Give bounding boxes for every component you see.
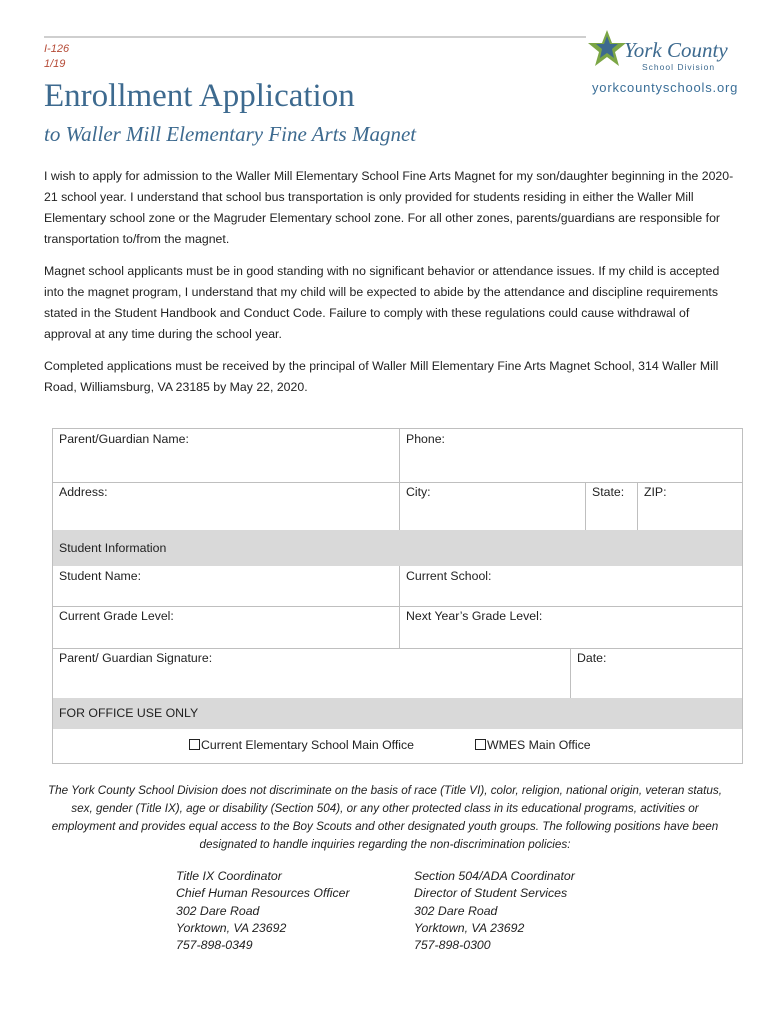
student-info-header: Student Information [53,530,742,566]
nondiscrimination-notice: The York County School Division does not discriminate on the basis of race (Title VI), color, religion, national origin, veteran status, sex, gender (Title IX), age or disability (Section 504), or any other protected class in its educational programs, activities or employment and provides equal access to the Boy Scouts and other designated youth groups. The following positions have been designated to handle inquiries regarding the non-discrimination policies: [48,784,722,851]
contact-phone: 757-898-0300 [414,938,491,953]
office-option-current[interactable] [183,735,443,759]
phone-field[interactable] [399,429,742,482]
requirements-paragraph: Magnet school applicants must be in good standing with no significant behavior or attendance issues. If my child is accepted into the magnet program, I understand that my child will be expected to abide by the attendance and discipline requirements stated in the Student Handbook and Conduct Code. Failure to comply with these regulations could cause withdrawal of approval at any time during the school year. [44,264,720,341]
logo-division: School Division [642,62,716,72]
website-link[interactable]: yorkcountyschools.org [592,80,739,95]
current-grade-field[interactable] [53,606,399,648]
zip-label: ZIP: [644,485,667,499]
date-label: Date: [577,651,607,665]
address-field[interactable] [53,482,399,530]
deadline-paragraph: Completed applications must be received by the principal of Waller Mill Elementary Fine Arts Magnet School, 314 Waller Mill Road, Williamsburg, VA 23185 by May 22, 2020. [44,359,719,394]
title-ix-contact [176,868,350,954]
page-subtitle: to Waller Mill Elementary Fine Arts Magnet [44,122,417,146]
current-school-label: Current School: [406,569,492,583]
form-code-number: I-126 [44,43,70,55]
signature-label: Parent/ Guardian Signature: [59,651,213,665]
checkbox-icon[interactable] [475,739,486,750]
state-label: State: [592,485,625,499]
contact-role: Section 504/ADA Coordinator [414,869,575,883]
header-rule [44,36,586,38]
student-name-label: Student Name: [59,569,142,583]
office-option-wmes[interactable] [469,735,669,759]
section-504-contact [414,868,575,954]
page-title: Enrollment Application [44,78,355,114]
enrollment-form [52,428,743,764]
contact-street: 302 Dare Road [176,903,260,918]
current-grade-label: Current Grade Level: [59,609,174,623]
contact-title: Chief Human Resources Officer [176,886,350,901]
phone-label: Phone: [406,432,445,446]
checkbox-icon[interactable] [189,739,200,750]
intro-paragraph: I wish to apply for admission to the Waller Mill Elementary School Fine Arts Magnet for my son/daughter beginning in the 2020-21 school year. I understand that school bus transportation is only provided for students residing in either the Waller Mill Elementary school zone or the Magruder Elementary school zone. For all other zones, parents/guardians are responsible for transportation to/from the magnet. [44,169,734,246]
form-code-date: 1/19 [44,58,66,70]
current-school-field[interactable] [399,566,742,606]
office-option-current-label: Current Elementary School Main Office [201,738,415,752]
contact-role: Title IX Coordinator [176,869,282,883]
student-name-field[interactable] [53,566,399,606]
logo-name: York County [624,38,728,62]
next-grade-field[interactable] [399,606,742,648]
parent-name-field[interactable] [53,429,399,482]
parent-name-label: Parent/Guardian Name: [59,432,189,446]
zip-field[interactable] [637,482,742,530]
office-use-header: FOR OFFICE USE ONLY [53,698,742,729]
contact-city: Yorktown, VA 23692 [414,920,525,935]
contact-city: Yorktown, VA 23692 [176,920,287,935]
contact-street: 302 Dare Road [414,903,498,918]
date-field[interactable] [570,648,742,698]
form-code [44,42,69,72]
office-option-wmes-label: WMES Main Office [487,738,591,752]
state-field[interactable] [585,482,637,530]
city-field[interactable] [399,482,585,530]
contact-phone: 757-898-0349 [176,938,253,953]
next-grade-label: Next Year’s Grade Level: [406,609,543,623]
signature-field[interactable] [53,648,570,698]
contact-title: Director of Student Services [414,886,568,901]
address-label: Address: [59,485,108,499]
city-label: City: [406,485,431,499]
york-county-logo [586,28,742,84]
